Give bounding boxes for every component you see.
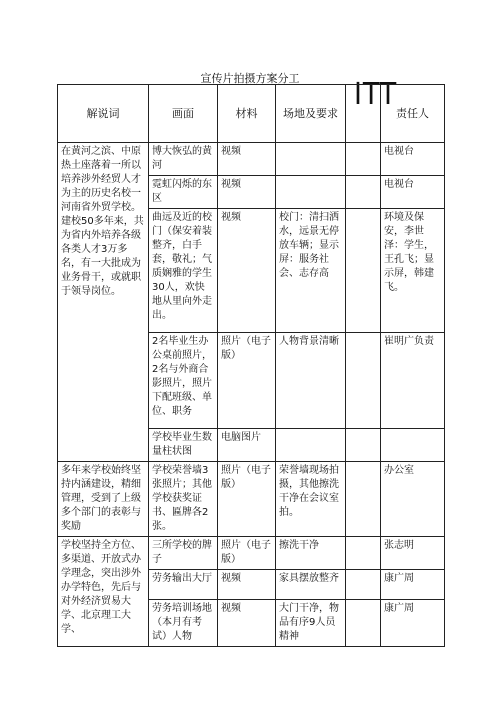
corner-mark: ITT — [354, 77, 398, 112]
venue-cell: 大门干净，物品有序9人员精神 — [276, 600, 346, 647]
venue-cell: 家具摆放整齐 — [276, 570, 346, 600]
table-header-row — [58, 85, 445, 143]
owner-cell: 康广周 — [381, 600, 445, 647]
venue-cell: 人物背景清晰 — [276, 333, 346, 429]
venue-cell: 校门：清扫洒水，远景无停放车辆；显示屏：服务社会、志存高 — [276, 209, 346, 333]
blank-cell — [346, 176, 381, 209]
header-material: 材料 — [218, 85, 276, 143]
material-cell: 照片（电子版） — [218, 462, 276, 537]
scene-cell: 2名毕业生办公桌前照片，2名与外商合影照片，照片下配班级、单位、职务 — [149, 333, 218, 429]
venue-cell: 荣誉墙现场拍摄，其他擦洗干净在会议室拍。 — [276, 462, 346, 537]
owner-cell: 崔明广负责 — [381, 333, 445, 429]
document-title: 宣传片拍摄方案分工 — [200, 72, 300, 85]
scene-cell: 劳务培训场地（本月有考试）人物 — [149, 600, 218, 647]
blank-cell — [346, 143, 381, 176]
owner-cell: 电视台 — [381, 176, 445, 209]
venue-cell — [276, 143, 346, 176]
venue-cell — [276, 429, 346, 462]
header-venue: 场地及要求 — [276, 85, 346, 143]
scene-cell: 学校荣誉墙3张照片；其他学校获奖证书、匾牌各2张。 — [149, 462, 218, 537]
blank-cell — [346, 600, 381, 647]
scene-cell: 三所学校的牌子 — [149, 537, 218, 570]
material-cell: 照片（电子版） — [218, 537, 276, 570]
venue-cell: 擦洗干净 — [276, 537, 346, 570]
owner-cell: 环境及保安，李世泽：学生，王孔飞；显示屏，韩建飞。 — [381, 209, 445, 333]
owner-cell: 办公室 — [381, 462, 445, 537]
material-cell: 视频 — [218, 176, 276, 209]
scene-cell: 霓虹闪烁的东区 — [149, 176, 218, 209]
material-cell: 照片（电子版） — [218, 333, 276, 429]
narration-cell: 学校坚持全方位、多渠道、开放式办学理念，突出涉外办学特色，先后与对外经济贸易大学、北京理工大学、 — [58, 537, 149, 647]
material-cell: 视频 — [218, 600, 276, 647]
header-blank — [346, 85, 381, 143]
assignment-table — [57, 84, 445, 647]
blank-cell — [346, 462, 381, 537]
header-scene: 画面 — [149, 85, 218, 143]
blank-cell — [346, 570, 381, 600]
narration-cell: 在黄河之滨、中原热土座落着一所以培养涉外经贸人才为主的历史名校一河南省外贸学校。建校50多年来，共为省内外培养各级各类人才3万多名，有一大批成为业务骨干，或就职于领导岗位。 — [58, 143, 149, 462]
blank-cell — [346, 209, 381, 333]
material-cell: 视频 — [218, 143, 276, 176]
header-owner: 责任人 — [381, 85, 445, 143]
blank-cell — [346, 537, 381, 570]
owner-cell: 康广周 — [381, 570, 445, 600]
scene-cell: 学校毕业生数量柱状图 — [149, 429, 218, 462]
material-cell: 视频 — [218, 570, 276, 600]
header-narration: 解说词 — [58, 85, 149, 143]
scene-cell: 劳务输出大厅 — [149, 570, 218, 600]
blank-cell — [346, 333, 381, 429]
blank-cell — [346, 429, 381, 462]
material-cell: 电脑图片 — [218, 429, 276, 462]
narration-cell: 多年来学校始终坚持内涵建设，精细管理，受到了上级多个部门的表彰与奖励 — [58, 462, 149, 537]
venue-cell — [276, 176, 346, 209]
owner-cell — [381, 429, 445, 462]
scene-cell: 曲远及近的校门（保安着装整齐，白手套，敬礼；气质娴雅的学生30人，欢快地从里向外走出。 — [149, 209, 218, 333]
table-row — [58, 462, 445, 537]
scene-cell: 博大恢弘的黄河 — [149, 143, 218, 176]
material-cell: 视频 — [218, 209, 276, 333]
owner-cell: 电视台 — [381, 143, 445, 176]
table-row — [58, 537, 445, 570]
owner-cell: 张志明 — [381, 537, 445, 570]
table-row — [58, 143, 445, 176]
